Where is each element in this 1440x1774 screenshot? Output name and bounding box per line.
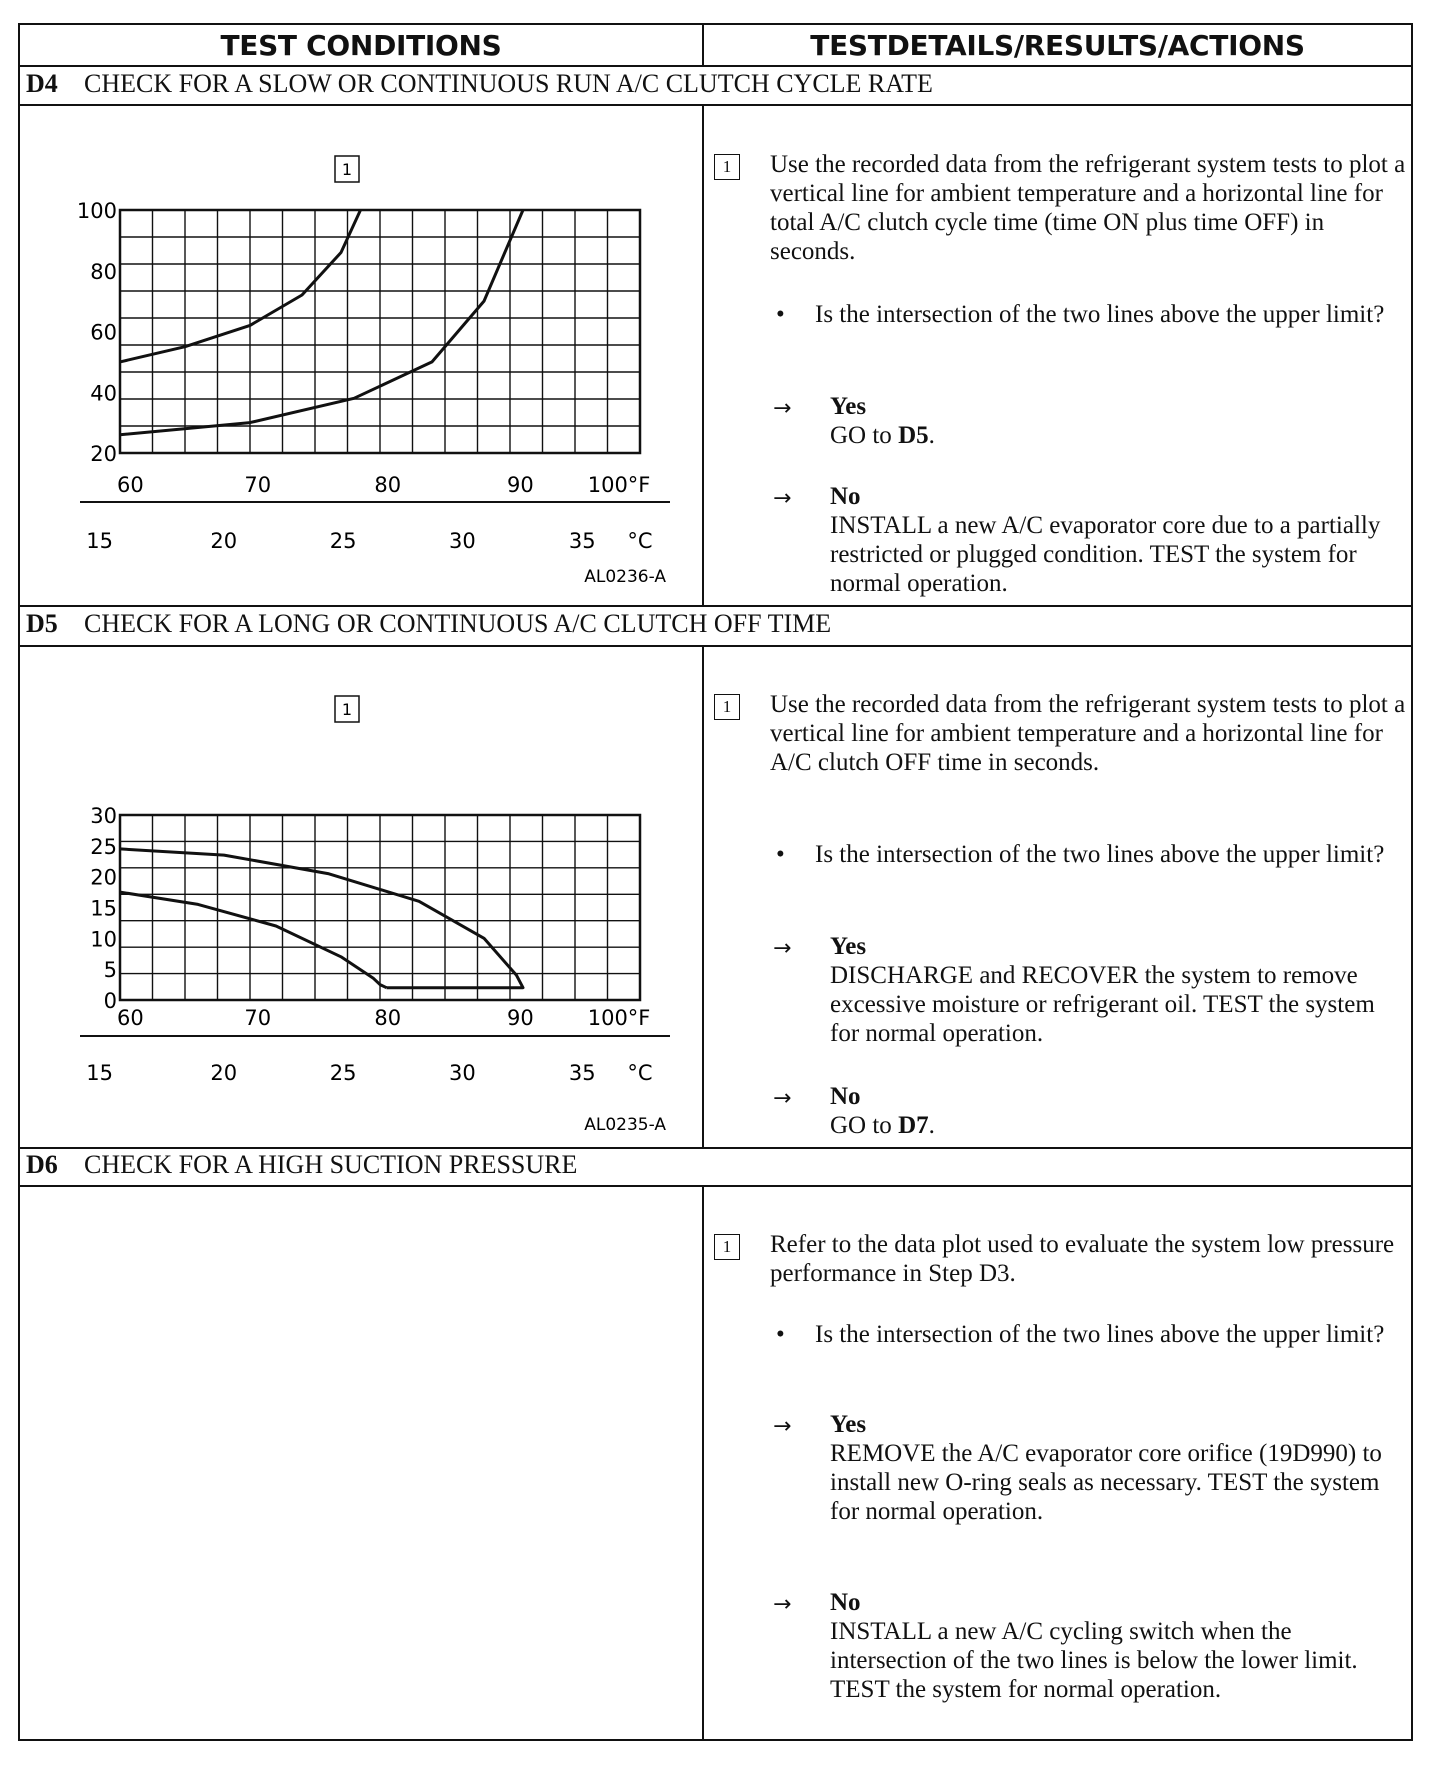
- x-tick-label-f: 100°F: [587, 473, 651, 497]
- step-question: Is the intersection of the two lines above the upper limit?: [815, 841, 1385, 868]
- x-axis-celsius: [86, 1061, 652, 1085]
- x-tick-label-c: 30: [449, 529, 476, 553]
- step-d5: [708, 690, 1408, 1140]
- chart-grid: [120, 210, 640, 453]
- x-tick-label-c: 20: [210, 529, 238, 553]
- y-axis-ticks: [77, 199, 117, 466]
- figure-marker: 1: [341, 700, 353, 719]
- arrow-right-icon: →: [773, 396, 792, 421]
- x-tick-label-f: 90: [507, 1006, 534, 1030]
- section-title-d4: D4 CHECK FOR A SLOW OR CONTINUOUS RUN A/C CLUTCH CYCLE RATE: [26, 69, 933, 98]
- answer-yes-label: Yes: [830, 1411, 867, 1438]
- figure-code: AL0235-A: [584, 1115, 666, 1135]
- x-tick-label-f: 60: [117, 1006, 144, 1030]
- y-tick-label: 25: [90, 834, 117, 859]
- step-question: Is the intersection of the two lines above the upper limit?: [815, 1321, 1385, 1348]
- answer-yes-label: Yes: [830, 393, 867, 420]
- y-tick-label: 0: [103, 989, 117, 1013]
- chart-d5: [50, 670, 670, 1145]
- x-tick-label-f: 80: [374, 473, 402, 497]
- step-instruction: Use the recorded data from the refrigerant system tests to plot a vertical line for ambient temperature and a horizontal line for A/C clutch OFF time in seconds.: [770, 691, 1406, 776]
- y-tick-label: 40: [90, 381, 117, 406]
- y-axis-ticks: [90, 804, 117, 1013]
- answer-yes: [830, 932, 1410, 1048]
- divider: [20, 1185, 1411, 1187]
- column-divider: [702, 104, 704, 606]
- x-tick-label-c: 15: [86, 1061, 114, 1085]
- x-tick-label-f: 80: [374, 1006, 402, 1030]
- answer-no: [830, 482, 1410, 598]
- arrow-right-icon: →: [773, 486, 792, 511]
- series-line-upper-limit: [120, 210, 361, 362]
- y-tick-label: 60: [90, 320, 117, 345]
- chart-series: [120, 210, 523, 435]
- arrow-right-icon: →: [773, 1592, 792, 1617]
- series-line-lower-limit: [120, 210, 523, 435]
- answer-yes: [830, 392, 1410, 450]
- answer-no-text: INSTALL a new A/C evaporator core due to a partially restricted or plugged condition. TEST the system for normal operation.: [830, 512, 1381, 597]
- answer-no: [830, 1082, 1410, 1140]
- answer-yes: [830, 1410, 1410, 1526]
- y-tick-label: 80: [90, 259, 117, 284]
- divider: [20, 1147, 1411, 1149]
- x-tick-label-c: 25: [329, 529, 357, 553]
- figure-code: AL0236-A: [584, 567, 666, 587]
- step-number-box: 1: [714, 154, 740, 180]
- step-d6: [708, 1230, 1408, 1730]
- divider: [20, 104, 1411, 106]
- y-tick-label: 10: [90, 927, 117, 952]
- bullet-icon: •: [776, 841, 785, 868]
- answer-yes-text: DISCHARGE and RECOVER the system to remove excessive moisture or refrigerant oil. TEST the system for normal operation.: [830, 962, 1375, 1047]
- step-question: Is the intersection of the two lines above the upper limit?: [815, 301, 1385, 328]
- step-d4: [708, 150, 1408, 600]
- x-tick-label-c: 15: [86, 529, 114, 553]
- y-tick-label: 20: [90, 442, 117, 466]
- x-axis-fahrenheit: [117, 1006, 650, 1030]
- y-tick-label: 100: [76, 199, 117, 223]
- step-number-box: 1: [714, 694, 740, 720]
- x-axis-fahrenheit: [117, 473, 650, 497]
- answer-yes-text: GO to D5.: [830, 422, 935, 449]
- series-line-upper-limit: [120, 849, 523, 988]
- x-tick-label-c: 35: [568, 1061, 596, 1085]
- x-tick-label-f: 100°F: [587, 1006, 651, 1030]
- answer-no-label: No: [830, 1083, 861, 1110]
- x-tick-label-c: 30: [449, 1061, 476, 1085]
- header-test-conditions: TEST CONDITIONS: [220, 28, 502, 62]
- bullet-icon: •: [776, 301, 785, 328]
- answer-no-text: GO to D7.: [830, 1112, 935, 1139]
- figure-marker: 1: [341, 160, 353, 179]
- answer-yes-label: Yes: [830, 933, 867, 960]
- header-test-details: TESTDETAILS/RESULTS/ACTIONS: [810, 28, 1305, 62]
- x-tick-label-c: 20: [210, 1061, 238, 1085]
- chart-grid: [120, 815, 640, 1000]
- answer-yes-text: REMOVE the A/C evaporator core orifice (19D990) to install new O-ring seals as necessary. TEST the system for normal operation.: [830, 1440, 1382, 1525]
- x-tick-label-c: °C: [627, 529, 653, 553]
- answer-no-text: INSTALL a new A/C cycling switch when the intersection of the two lines is below the lower limit. TEST the system for normal operation.: [830, 1618, 1358, 1703]
- arrow-right-icon: →: [773, 936, 792, 961]
- diagnostic-table: [18, 23, 1413, 1741]
- chart-series: [120, 849, 523, 988]
- column-divider: [702, 1185, 704, 1741]
- column-divider: [702, 645, 704, 1148]
- chart-d4: [50, 130, 670, 595]
- divider: [20, 65, 1411, 67]
- column-divider: [702, 25, 704, 66]
- step-instruction: Refer to the data plot used to evaluate the system low pressure performance in Step D3.: [770, 1231, 1395, 1287]
- section-title-d6: D6 CHECK FOR A HIGH SUCTION PRESSURE: [26, 1150, 578, 1179]
- y-tick-label: 15: [90, 896, 117, 921]
- divider: [20, 605, 1411, 607]
- step-number-box: 1: [714, 1234, 740, 1260]
- answer-no-label: No: [830, 483, 861, 510]
- arrow-right-icon: →: [773, 1086, 792, 1111]
- x-tick-label-f: 70: [244, 1006, 272, 1030]
- step-instruction: Use the recorded data from the refrigerant system tests to plot a vertical line for ambient temperature and a horizontal line for total A/C clutch cycle time (time ON plus time OFF) in seconds.: [770, 151, 1406, 265]
- x-axis-celsius: [86, 529, 652, 553]
- x-tick-label-f: 60: [117, 473, 144, 497]
- x-tick-label-c: 25: [329, 1061, 357, 1085]
- answer-no-label: No: [830, 1589, 861, 1616]
- x-tick-label-f: 90: [507, 473, 534, 497]
- section-title-d5: D5 CHECK FOR A LONG OR CONTINUOUS A/C CLUTCH OFF TIME: [26, 609, 832, 638]
- y-tick-label: 5: [103, 958, 117, 983]
- divider: [20, 645, 1411, 647]
- x-tick-label-c: 35: [568, 529, 596, 553]
- x-tick-label-c: °C: [627, 1061, 653, 1085]
- answer-no: [830, 1588, 1410, 1704]
- bullet-icon: •: [776, 1321, 785, 1348]
- x-tick-label-f: 70: [244, 473, 272, 497]
- y-tick-label: 30: [90, 804, 117, 828]
- arrow-right-icon: →: [773, 1414, 792, 1439]
- y-tick-label: 20: [90, 865, 117, 890]
